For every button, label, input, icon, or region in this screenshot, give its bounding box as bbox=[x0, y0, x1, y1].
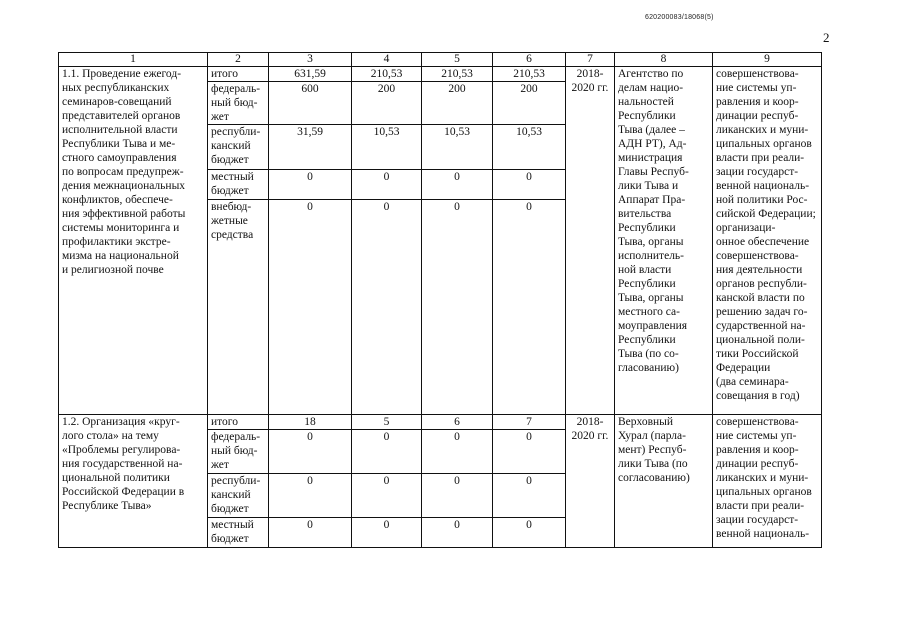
table-row bbox=[59, 415, 822, 430]
funding-2020: 0 bbox=[493, 170, 566, 200]
document-id: 620200083/18068(5) bbox=[645, 14, 714, 21]
funding-total: 0 bbox=[269, 430, 352, 474]
funding-2019: 6 bbox=[422, 415, 493, 430]
funding-2019: 0 bbox=[422, 430, 493, 474]
column-number: 4 bbox=[352, 53, 422, 67]
funding-total: 0 bbox=[269, 518, 352, 548]
executor-cell: Верховный Хурал (парла- мент) Респуб- лики Тыва (по согласованию) bbox=[615, 415, 713, 548]
funding-2019: 0 bbox=[422, 474, 493, 518]
activity-cell: 1.1. Проведение ежегод- ных республиканских семинаров-совещаний представителей органов исполнительной власти Республики Тыва и ме- стного самоуправления по вопросам предупреж- дения межнациональных конфликтов, обеспече- ния эффективной работы системы мониторинга и профилактики экстре- мизма на национальной и религиозной почве bbox=[59, 67, 208, 415]
column-number: 9 bbox=[713, 53, 822, 67]
funding-source: итого bbox=[208, 415, 269, 430]
funding-2020: 0 bbox=[493, 200, 566, 415]
funding-2018: 0 bbox=[352, 430, 422, 474]
funding-2018: 0 bbox=[352, 474, 422, 518]
funding-2020: 210,53 bbox=[493, 67, 566, 82]
funding-2018: 0 bbox=[352, 200, 422, 415]
funding-source: республи- канский бюджет bbox=[208, 125, 269, 170]
funding-2018: 200 bbox=[352, 82, 422, 125]
funding-2020: 10,53 bbox=[493, 125, 566, 170]
column-number: 7 bbox=[566, 53, 615, 67]
funding-source: федераль- ный бюд- жет bbox=[208, 82, 269, 125]
funding-2019: 0 bbox=[422, 518, 493, 548]
funding-total: 0 bbox=[269, 170, 352, 200]
funding-2020: 0 bbox=[493, 518, 566, 548]
column-number-row bbox=[59, 53, 822, 67]
funding-total: 18 bbox=[269, 415, 352, 430]
funding-source: федераль- ный бюд- жет bbox=[208, 430, 269, 474]
funding-total: 600 bbox=[269, 82, 352, 125]
funding-2020: 7 bbox=[493, 415, 566, 430]
column-number: 8 bbox=[615, 53, 713, 67]
column-number: 1 bbox=[59, 53, 208, 67]
funding-2019: 0 bbox=[422, 170, 493, 200]
activity-cell: 1.2. Организация «круг- лого стола» на тему «Проблемы регулирова- ния государственной на- циональной политики Российской Федерации в Республике Тыва» bbox=[59, 415, 208, 548]
program-activities-table bbox=[58, 52, 822, 548]
funding-2018: 0 bbox=[352, 518, 422, 548]
funding-2019: 200 bbox=[422, 82, 493, 125]
funding-2019: 210,53 bbox=[422, 67, 493, 82]
page-number: 2 bbox=[823, 30, 830, 45]
column-number: 6 bbox=[493, 53, 566, 67]
period-cell: 2018- 2020 гг. bbox=[566, 415, 615, 548]
funding-total: 0 bbox=[269, 200, 352, 415]
funding-2019: 10,53 bbox=[422, 125, 493, 170]
table-row bbox=[59, 67, 822, 82]
result-cell: совершенствова- ние системы уп- равления и коор- динации респуб- ликанских и муни- ципальных органов власти при реали- зации государст- венной националь- ной политики Рос- сийской Федерации; организаци- онное обеспечение совершенствова- ния деятельности органов республи- канской власти по решению задач го- сударственной на- циональной поли- тики Российской Федерации (два семинара- совещания в год) bbox=[713, 67, 822, 415]
funding-total: 31,59 bbox=[269, 125, 352, 170]
funding-2020: 0 bbox=[493, 474, 566, 518]
funding-2018: 0 bbox=[352, 170, 422, 200]
result-cell: совершенствова- ние системы уп- равления и коор- динации респуб- ликанских и муни- ципальных органов власти при реали- зации государст- венной националь- bbox=[713, 415, 822, 548]
funding-source: местный бюджет bbox=[208, 170, 269, 200]
funding-source: местный бюджет bbox=[208, 518, 269, 548]
funding-2019: 0 bbox=[422, 200, 493, 415]
funding-2018: 210,53 bbox=[352, 67, 422, 82]
period-cell: 2018- 2020 гг. bbox=[566, 67, 615, 415]
funding-total: 631,59 bbox=[269, 67, 352, 82]
funding-source: итого bbox=[208, 67, 269, 82]
funding-2018: 5 bbox=[352, 415, 422, 430]
column-number: 3 bbox=[269, 53, 352, 67]
funding-total: 0 bbox=[269, 474, 352, 518]
column-number: 2 bbox=[208, 53, 269, 67]
funding-2018: 10,53 bbox=[352, 125, 422, 170]
funding-source: внебюд- жетные средства bbox=[208, 200, 269, 415]
executor-cell: Агентство по делам нацио- нальностей Республики Тыва (далее – АДН РТ), Ад- министрация Главы Респуб- лики Тыва и Аппарат Пра- вительства Республики Тыва, органы исполнитель- ной власти Республики Тыва, органы местного са- моуправления Республики Тыва (по со- гласованию) bbox=[615, 67, 713, 415]
funding-source: республи- канский бюджет bbox=[208, 474, 269, 518]
funding-2020: 200 bbox=[493, 82, 566, 125]
column-number: 5 bbox=[422, 53, 493, 67]
funding-2020: 0 bbox=[493, 430, 566, 474]
